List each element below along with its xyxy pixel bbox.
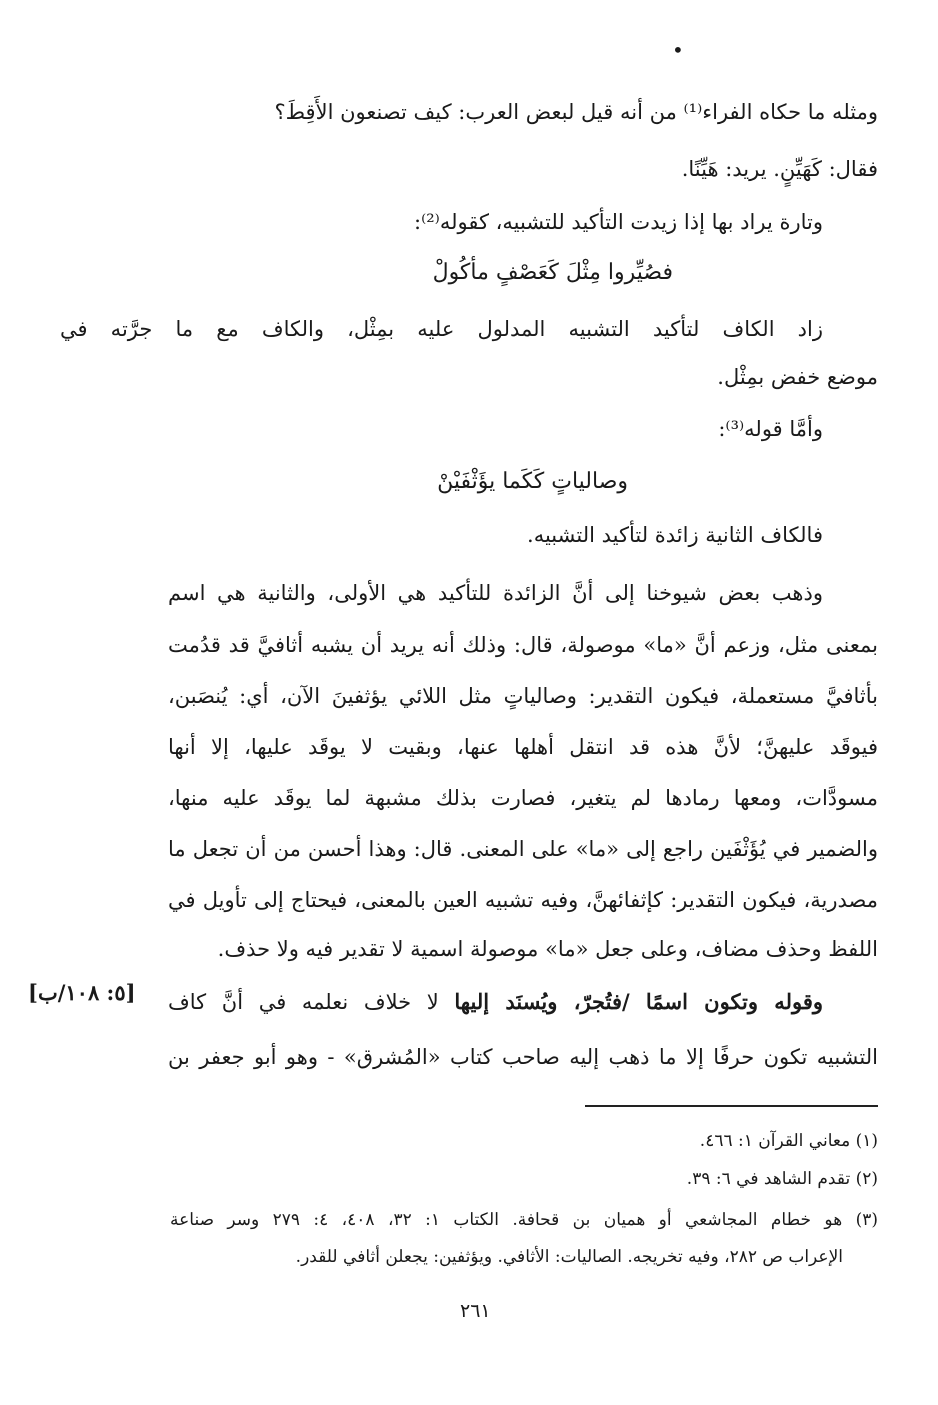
footnote: (٣) هو خطام المجاشعي أو هميان بن قحافة. الكتاب ١: ٣٢، ٤٠٨، ٤: ٢٧٩ وسر صناعة: [170, 1210, 878, 1230]
text-line: وأمَّا قوله⁽³⁾:: [718, 417, 823, 441]
text-line: ومثله ما حكاه الفراء⁽¹⁾ من أنه قيل لبعض العرب: كيف تصنعون الأَقِطَ؟: [274, 100, 878, 124]
footnote: (١) معاني القرآن ١: ٤٦٦.: [699, 1131, 878, 1151]
text-line: مسودَّات، ومعها رمادها لم يتغير، فصارت بذلك مشبهة لما يوقَد عليه منها،: [168, 786, 878, 810]
footnote: الإعراب ص ٢٨٢، وفيه تخريجه. الصاليات: الأثافي. ويؤثفين: يجعلن أثافي للقدر.: [295, 1247, 843, 1267]
text-line: زاد الكاف لتأكيد التشبيه المدلول عليه بمِثْل، والكاف مع ما جرَّته في: [60, 317, 823, 341]
text-line: التشبيه تكون حرفًا إلا ما ذهب إليه صاحب كتاب «المُشرق» - وهو أبو جعفر بن: [168, 1045, 878, 1069]
page-mark: •: [672, 38, 684, 62]
text-line: وتارة يراد بها إذا زيدت التأكيد للتشبيه، كقوله⁽²⁾:: [414, 210, 823, 234]
margin-reference: [٥: ١٠٨/ب]: [28, 980, 136, 1005]
quoted-phrase: وقوله وتكون اسمًا /فتُجرّ، ويُسنَد إليها: [454, 989, 823, 1014]
text-line: فقال: كَهَيِّنٍ. يريد: هَيِّنًا.: [681, 157, 878, 181]
footnote-divider: [585, 1105, 878, 1107]
text-line: فالكاف الثانية زائدة لتأكيد التشبيه.: [527, 523, 823, 547]
text-line: فيوقَد عليهنَّ؛ لأنَّ هذه قد انتقل أهلها عنها، وبقيت لا يوقَد عليها، إلا أنها: [168, 735, 878, 759]
text-line: اللفظ وحذف مضاف، وعلى جعل «ما» موصولة اسمية لا تقدير فيه ولا حذف.: [217, 937, 878, 961]
text-line: بمعنى مثل، وزعم أنَّ «ما» موصولة، قال: وذلك أنه يريد أن يشبه أثافيَّ قد قدُمت: [168, 633, 878, 657]
text-line: مصدرية، فيكون التقدير: كإثفائهنَّ، وفيه تشبيه العين بالمعنى، فيحتاج إلى تأويل في: [168, 888, 878, 912]
text-line: وذهب بعض شيوخنا إلى أنَّ الزائدة للتأكيد هي الأولى، والثانية هي اسم: [168, 581, 823, 605]
text-line: موضع خفض بمِثْل.: [717, 365, 878, 389]
text-line: والضمير في يُؤَثْفَين راجع إلى «ما» على المعنى. قال: وهذا أحسن من أن تجعل ما: [168, 837, 878, 861]
page-number: ٢٦١: [460, 1300, 491, 1322]
text-run: لا خلاف نعلمه في أنَّ كاف: [168, 990, 455, 1014]
verse-line: فصُيِّروا مِثْلَ كَعَصْفٍ مأكُولْ: [432, 260, 673, 285]
text-line: [168, 985, 823, 1019]
footnote: (٢) تقدم الشاهد في ٦: ٣٩.: [686, 1169, 878, 1189]
verse-line: وصالياتٍ كَكَما يؤَثْفَيْنْ: [437, 469, 628, 494]
text-line: بأثافيَّ مستعملة، فيكون التقدير: وصالياتٍ مثل اللائي يؤثفينَ الآن، أي: يُنصَبن،: [168, 684, 878, 708]
